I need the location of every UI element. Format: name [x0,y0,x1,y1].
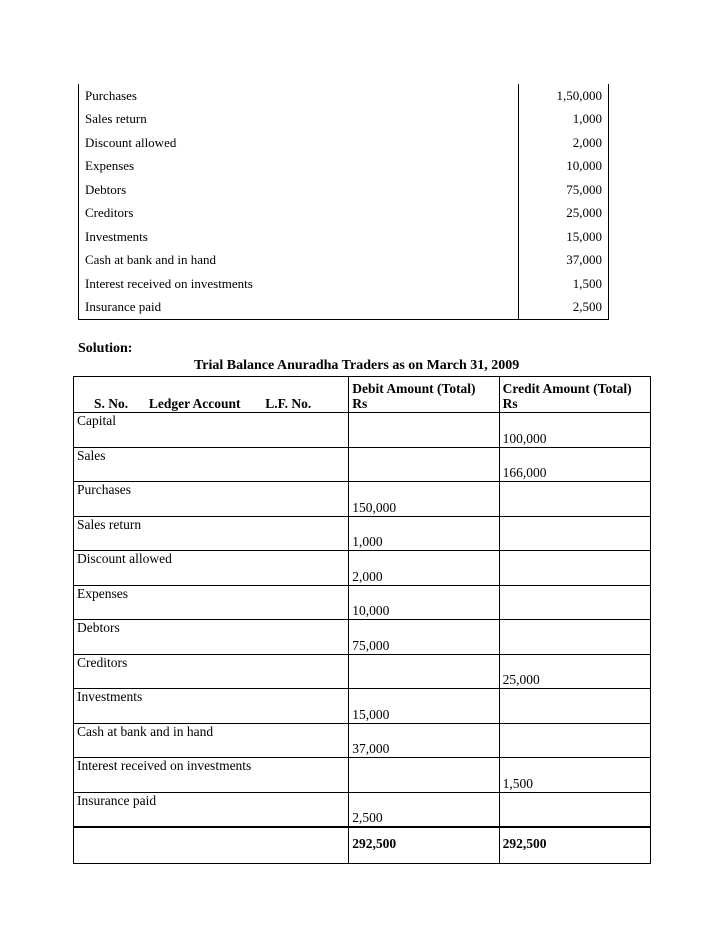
ledger-account: Interest received on investments [74,758,349,793]
trial-balance-title: Trial Balance Anuradha Traders as on March 31, 2009 [194,358,520,373]
header-credit-line2: Rs [502,396,518,411]
ledger-account: Cash at bank and in hand [74,723,349,758]
trial-balance-row [74,482,651,517]
account-amount: 2,000 [519,131,609,155]
total-account-cell [74,827,349,864]
header-credit-line1: Credit Amount (Total) [502,381,632,396]
credit-amount [499,723,650,758]
credit-amount [499,516,650,551]
account-list-row [79,296,609,320]
header-ledger-account: Ledger Account [148,396,241,411]
account-name: Purchases [79,84,519,108]
account-amount: 1,500 [519,272,609,296]
credit-amount: 1,500 [499,758,650,793]
solution-label: Solution: [78,341,133,356]
credit-amount [499,792,650,827]
debit-amount: 10,000 [349,585,499,620]
credit-amount [499,620,650,655]
trial-balance-row [74,585,651,620]
account-name: Discount allowed [79,131,519,155]
total-credit: 292,500 [499,827,650,864]
trial-balance-row [74,758,651,793]
account-amount: 2,500 [519,296,609,320]
ledger-account: Discount allowed [74,551,349,586]
header-credit [499,377,650,413]
account-amount: 15,000 [519,225,609,249]
debit-amount [349,654,499,689]
account-name: Expenses [79,155,519,179]
header-debit-line1: Debit Amount (Total) [352,381,476,396]
account-list-row [79,155,609,179]
header-sno: S. No. [94,396,129,411]
debit-amount: 1,000 [349,516,499,551]
account-list-row [79,84,609,108]
debit-amount [349,447,499,482]
account-list-row [79,202,609,226]
debit-amount [349,413,499,448]
trial-balance-table [73,376,651,864]
trial-balance-header-row [74,377,651,413]
debit-amount: 2,000 [349,551,499,586]
debit-amount: 2,500 [349,792,499,827]
trial-balance-row [74,654,651,689]
account-amount: 1,50,000 [519,84,609,108]
header-debit [349,377,499,413]
account-name: Creditors [79,202,519,226]
account-list-row [79,272,609,296]
account-list-row [79,225,609,249]
header-lf-no: L.F. No. [265,396,312,411]
trial-balance-body [74,413,651,828]
credit-amount [499,482,650,517]
account-name: Debtors [79,178,519,202]
trial-balance-row [74,792,651,827]
total-debit: 292,500 [349,827,499,864]
header-account-columns [74,377,349,413]
trial-balance-row [74,689,651,724]
ledger-account: Investments [74,689,349,724]
trial-balance-row [74,723,651,758]
account-list-row [79,178,609,202]
credit-amount: 100,000 [499,413,650,448]
trial-balance-row [74,413,651,448]
account-amount: 75,000 [519,178,609,202]
debit-amount: 75,000 [349,620,499,655]
ledger-account: Expenses [74,585,349,620]
ledger-account: Sales return [74,516,349,551]
account-list-table [78,84,609,320]
debit-amount: 150,000 [349,482,499,517]
account-list-row [79,108,609,132]
ledger-account: Purchases [74,482,349,517]
account-name: Cash at bank and in hand [79,249,519,273]
ledger-account: Creditors [74,654,349,689]
ledger-account: Sales [74,447,349,482]
credit-amount [499,585,650,620]
account-name: Insurance paid [79,296,519,320]
ledger-account: Debtors [74,620,349,655]
ledger-account: Insurance paid [74,792,349,827]
trial-balance-total-row [74,827,651,864]
trial-balance-row [74,447,651,482]
trial-balance-row [74,516,651,551]
trial-balance-row [74,620,651,655]
credit-amount: 25,000 [499,654,650,689]
account-amount: 25,000 [519,202,609,226]
account-name: Interest received on investments [79,272,519,296]
account-list-row [79,249,609,273]
ledger-account: Capital [74,413,349,448]
account-amount: 37,000 [519,249,609,273]
debit-amount [349,758,499,793]
credit-amount [499,551,650,586]
trial-balance-row [74,551,651,586]
debit-amount: 37,000 [349,723,499,758]
header-debit-line2: Rs [352,396,368,411]
account-name: Sales return [79,108,519,132]
credit-amount [499,689,650,724]
account-list-body [79,84,609,320]
account-amount: 10,000 [519,155,609,179]
debit-amount: 15,000 [349,689,499,724]
account-name: Investments [79,225,519,249]
account-list-row [79,131,609,155]
account-amount: 1,000 [519,108,609,132]
credit-amount: 166,000 [499,447,650,482]
